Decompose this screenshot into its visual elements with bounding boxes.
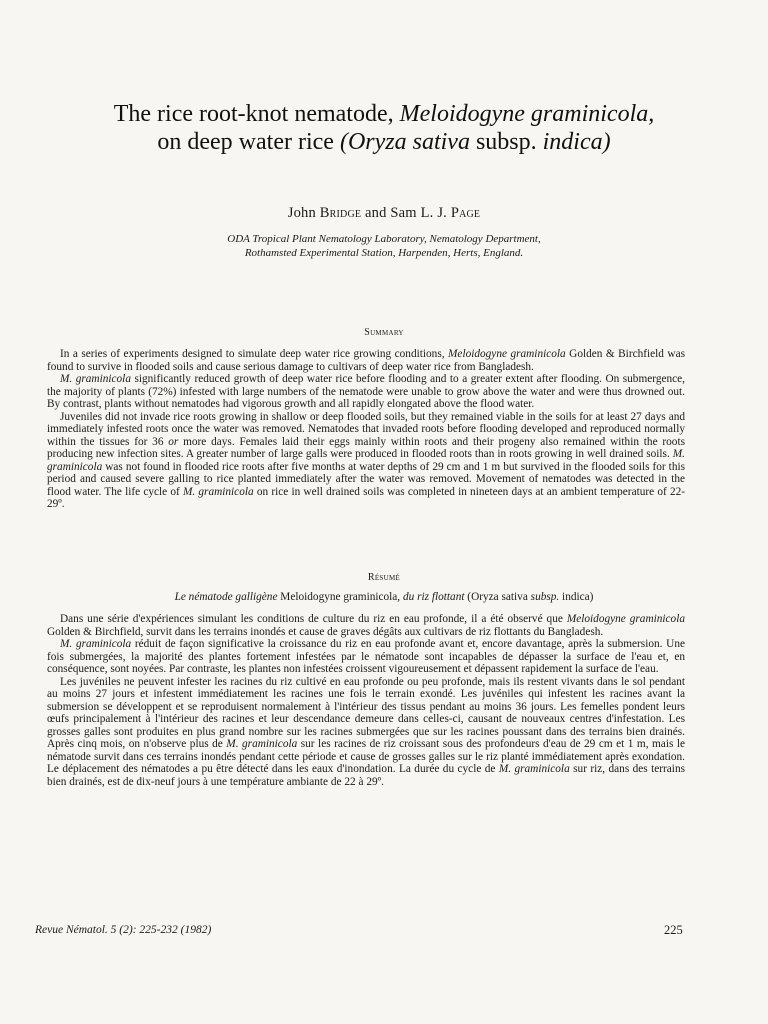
summary-body: [47, 348, 685, 511]
text-run: (Oryza sativa: [464, 591, 531, 603]
affiliation-line: ODA Tropical Plant Nematology Laboratory, Nematology Department,: [227, 233, 541, 245]
species-name: M. graminicola: [498, 763, 570, 775]
text-run: more days. Females laid their eggs mainly within roots and their progeny also remained within the roots producing new infection sites. A greater number of large galls were produced in flooded roots than in roots growing in well drained soils.: [47, 435, 685, 460]
text-run: Golden & Birchfield was found to survive in flooded soils and cause serious damage to cultivars of deep water rice from Bangladesh.: [47, 348, 685, 373]
text-run: Les juvéniles ne peuvent infester les racines du riz cultivé en eau profonde ou peu profonde, mais ils restent vivants dans le sol pendant au moins 27 jours et infestent immédiatement les racines une fois le terrain exondé. Les juvéniles qui infestent les racines avant la submersion se développent et se reproduisent normalement à l'intérieur des tissus pendant au moins 36 jours. Les femelles pondent leurs œufs principalement à l'intérieur des racines et leur descendance demeure dans celles-ci, causant de nouveaux centres d'infestation. Les grosses galles sont produites en plus grand nombre sur les racines submergées que sur les racines poussant dans des terrains bien drainés. Après cinq mois, on n'observe plus de: [47, 675, 685, 750]
resume-paragraph: [47, 613, 685, 638]
species-name: M. graminicola: [182, 485, 254, 498]
title-text: on deep water rice: [157, 129, 340, 155]
resume-heading: Résumé: [367, 572, 401, 583]
author-last-name: Bridge: [319, 205, 362, 221]
emphasis: or: [168, 435, 179, 448]
text-run: Golden & Birchfield, survit dans les terrains inondés et cause de graves dégâts aux cultivars de riz flottants du Bangladesh.: [47, 625, 604, 638]
affiliation-line: Rothamsted Experimental Station, Harpenden, Herts, England.: [244, 246, 524, 259]
resume-body: [47, 613, 685, 788]
title-line-2: [40, 128, 728, 156]
title-species: Meloidogyne graminicola,: [399, 101, 655, 127]
title-text: subsp.: [469, 129, 543, 155]
species-name: M. graminicola: [47, 448, 685, 473]
author-joiner: and Sam L. J.: [361, 205, 451, 221]
text-run: sur les racines de riz croissant sous des profondeurs d'eau de 29 cm et 1 m, mais le nématode survit dans ces terrains inondés pendant cette période et cause de grosses galles sur le riz planté immédiatement après exondation. Le déplacement des nématodes a pu être détecté dans les eaux d'inondation. La durée du cycle de: [47, 738, 685, 775]
affiliation: [40, 233, 728, 260]
text-run: In a series of experiments designed to simulate deep water rice growing conditions,: [60, 348, 449, 360]
species-name: Meloidogyne graminicola: [566, 613, 685, 625]
author-last-name: Page: [450, 205, 481, 221]
summary-paragraph: [47, 348, 685, 373]
author-first-name: John: [287, 205, 320, 221]
title-line-1: [40, 100, 728, 128]
species-name: M. graminicola: [60, 638, 132, 650]
text-run: Le nématode galligène: [174, 591, 278, 603]
page-number: 225: [664, 923, 683, 937]
summary-paragraph: [47, 411, 685, 511]
text-run: sur riz, dans des terrains bien drainés, est de dix-neuf jours à une température ambiante de 22 à 29º.: [47, 763, 685, 788]
text-run: on rice in well drained soils was completed in nineteen days at an ambient temperature of 22-29º.: [47, 485, 686, 510]
text-run: réduit de façon significative la croissance du riz en eau profonde avant et, encore davantage, après la submersion. Une fois submergées, la majorité des plantes fortement infestées par le nématode sont incapables de dépasser la surface de l'eau et, en conséquence, sont noyées. Par contraste, les plantes non infestées croissent vigoureusement et dépassent rapidement la surface de l'eau.: [47, 638, 685, 675]
species-name: M. graminicola: [60, 373, 131, 385]
title-subspecies: indica): [542, 129, 611, 155]
title-species: (Oryza sativa: [339, 129, 470, 155]
author-line: [40, 205, 728, 222]
resume-paragraph: [47, 676, 685, 789]
text-run: Meloidogyne graminicola,: [277, 591, 403, 603]
text-run: was not found in flooded rice roots after five months at water depths of 29 cm and 1 m but survived in the flooded soils for this period and caused severe galling to rice planted immediately after the water was removed. Movement of nematodes was detected in the flood water. The life cycle of: [47, 460, 685, 498]
journal-citation: Revue Nématol. 5 (2): 225-232 (1982): [35, 924, 212, 936]
resume-paragraph: [47, 638, 685, 676]
title-text: The rice root-knot nematode,: [113, 101, 400, 127]
text-run: Dans une série d'expériences simulant les conditions de culture du riz en eau profonde, il a été observé que: [60, 613, 567, 625]
summary-heading: Summary: [364, 327, 404, 338]
article-title: [40, 100, 728, 156]
text-run: subsp.: [530, 591, 560, 603]
text-run: du riz flottant: [402, 591, 465, 603]
species-name: Meloidogyne graminicola: [448, 348, 566, 360]
text-run: Juveniles did not invade rice roots growing in shallow or deep flooded soils, but they remained viable in the soils for at least 27 days and immediately infested roots once the water was removed. Nematodes that invaded roots before flooding developed and reproduced normally within the tissues for 36: [47, 410, 685, 448]
resume-subtitle: [40, 591, 728, 603]
species-name: M. graminicola: [226, 738, 298, 750]
text-run: indica): [559, 591, 594, 603]
summary-paragraph: [47, 373, 685, 411]
text-run: significantly reduced growth of deep water rice before flooding and to a greater extent after flooding. On submergence, the majority of plants (72%) infested with large numbers of the nematode were unable to grow above the water and were thus drowned out. By contrast, plants without nematodes had vigorous growth and all rapidly elongated above the flood water.: [47, 373, 685, 410]
